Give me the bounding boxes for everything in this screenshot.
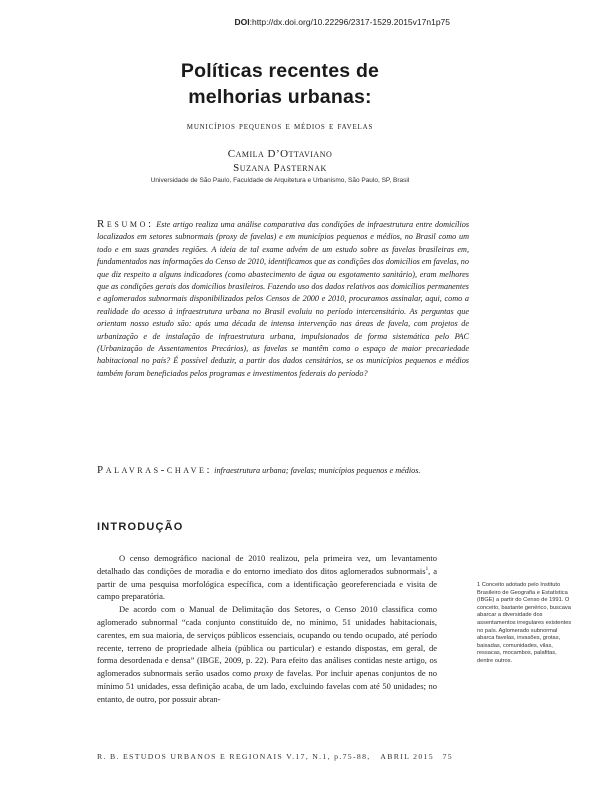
keywords-label: Palavras-chave: xyxy=(97,464,213,476)
author-2: Suzana Pasternak xyxy=(233,162,327,174)
body-text xyxy=(97,552,437,706)
doi-line xyxy=(234,17,450,27)
abstract-label: Resumo: xyxy=(97,218,154,230)
abstract xyxy=(97,218,469,380)
keywords xyxy=(97,464,469,477)
author-1: Camila D’Ottaviano xyxy=(227,148,333,160)
footnote-ref[interactable]: 1 xyxy=(425,565,429,572)
keywords-text: infraestrutura urbana; favelas; municípios pequenos e médios. xyxy=(214,466,421,475)
affiliation: Universidade de São Paulo, Faculdade de Arquitetura e Urbanismo, São Paulo, SP, Brasil xyxy=(150,177,410,184)
author-list xyxy=(0,147,560,175)
journal-citation: R. B. ESTUDOS URBANOS E REGIONAIS V.17, N.1, p.75-88, ABRIL 2015 xyxy=(97,752,434,761)
footnote: 1 Conceito adotado pelo Instituto Brasileiro de Geografia e Estatística (IBGE) a partir do Censo de 1991. O conceito, bastante genérico, buscava abarcar a diversidade dos assentamentos irregulares existentes no país. Aglomerado subnormal abarca favelas, invasões, grotas, baixadas, comunidades, vilas, ressacas, mocambos, palafitas, dentre outros. xyxy=(477,582,572,664)
abstract-text: Este artigo realiza uma análise comparativa das condições de infraestrutura entre domicílios localizados em setores subnormais (proxy de favelas) e em municípios pequenos e médios, no Brasil como um todo e em suas grandes regiões. A ideia de tal exame advém de um estudo sobre as favelas brasileiras em, fundamentados nas informações do Censo de 2010, identificamos que as condições dos domicílios em favelas, no que diz respeito a alguns indicadores (como abastecimento de água ou esgotamento sanitário), eram melhores que as condições gerais dos domicílios brasileiros. Fazendo uso dos dados relativos aos domicílios permanentes e aglomerados subnormais disponibilizados pelos Censos de 2000 e 2010, procuramos assinalar, aqui, como a realidade do acesso à infraestrutura urbana no Brasil evoluiu no período intercensitário. As perguntas que orientam nosso estudo são: após uma década de intensa intervenção nas áreas de favela, com projetos de urbanização e de instalação de infraestrutura urbana, impulsionados de forma sistemática pelo PAC (Urbanização de Assentamentos Precários), as favelas se mantêm como o espaço de maior precariedade habitacional no país? É possível deduzir, a partir dos dados censitários, se os municípios pequenos e médios também foram beneficiados pelos programas e investimentos federais do período? xyxy=(97,220,470,378)
article-subtitle: municípios pequenos e médios e favelas xyxy=(186,121,374,132)
title-line-2: melhorias urbanas: xyxy=(188,86,372,108)
page-footer xyxy=(97,752,453,761)
doi-link[interactable]: :http://dx.doi.org/10.22296/2317-1529.2015v17n1p75 xyxy=(249,17,450,27)
section-heading: INTRODUÇÃO xyxy=(97,521,184,533)
article-title xyxy=(0,58,560,110)
paragraph-1: O censo demográfico nacional de 2010 realizou, pela primeira vez, um levantamento detalhado das condições de moradia e do entorno imediato dos ditos aglomerados subnormais$^1$, a partir de uma pesquisa morfológica específica, com a identificação georeferenciada e visita de campo preparatória. xyxy=(97,553,438,602)
page-number: 75 xyxy=(442,752,453,761)
paragraph-2: De acordo com o Manual de Delimitação dos Setores, o Censo 2010 classifica como aglomerado subnormal “cada conjunto constituído de, no mínimo, 51 unidades habitacionais, carentes, em sua maioria, de serviços públicos essenciais, ocupando ou tendo ocupado, até período recente, terreno de propriedade alheia (pública ou particular) e estando dispostas, em geral, de forma desordenada e densa” (IBGE, 2009, p. 22). Para efeito das análises contidas neste artigo, os aglomerados subnormais serão usados como proxy de favelas. Por incluir apenas conjuntos de no mínimo 51 unidades, essa definição acaba, de um lado, excluindo favelas com até 50 unidades; no entanto, de outro, por possuir abran- xyxy=(97,604,437,704)
doi-label: DOI xyxy=(234,17,250,27)
title-line-1: Políticas recentes de xyxy=(180,60,380,82)
